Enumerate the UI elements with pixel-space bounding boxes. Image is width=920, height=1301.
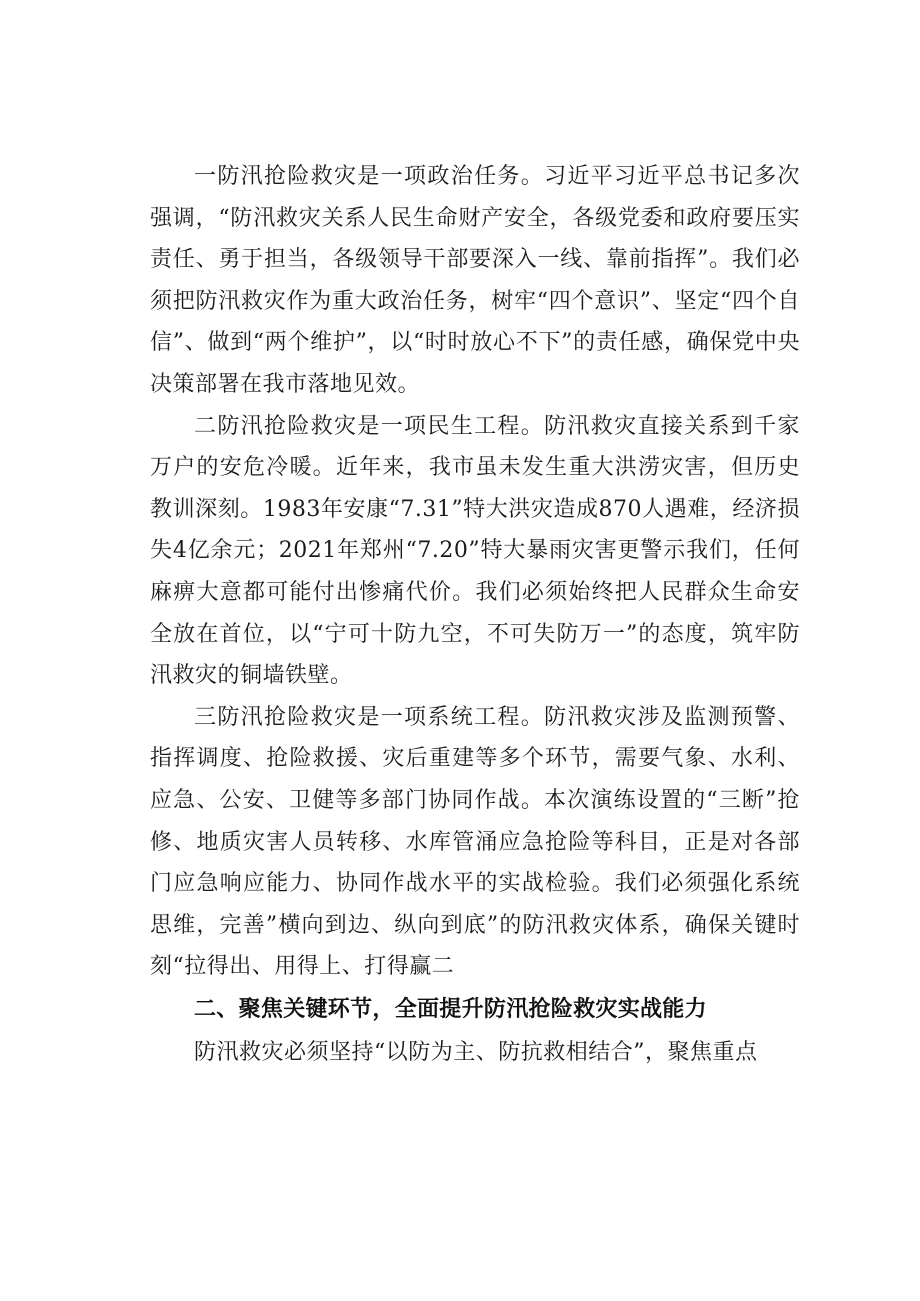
paragraph-system-project: 三防汛抢险救灾是一项系统工程。防汛救灾涉及监测预警、指挥调度、抢险救援、灾后重建等多个环节，需要气象、水利、应急、公安、卫健等多部门协同作战。本次演练设置的“三断”抢修、地质灾害人员转移、水库管涌应急抢险等科目，正是对各部门应急响应能力、协同作战水平的实战检验。我们必须强化系统思维，完善”横向到边、纵向到底”的防汛救灾体系，确保关键时刻“拉得出、用得上、打得赢二: [150, 704, 800, 980]
paragraph-political-task: 一防汛抢险救灾是一项政治任务。习近平习近平总书记多次强调，“防汛救灾关系人民生命财产安全，各级党委和政府要压实责任、勇于担当，各级领导干部要深入一线、靠前指挥”。我们必须把防汛救灾作为重大政治任务，树牢“四个意识”、坚定“四个自信”、做到“两个维护”，以“时时放心不下”的责任感，确保党中央决策部署在我市落地见效。: [150, 164, 800, 397]
section-heading: 二、聚焦关键环节，全面提升防汛抢险救灾实战能力: [194, 996, 707, 1022]
paragraph-livelihood-project: 二防汛抢险救灾是一项民生工程。防汛救灾直接关系到千家万户的安危冷暖。近年来，我市虽未发生重大洪涝灾害，但历史教训深刻。1983年安康“7.31”特大洪灾造成870人遇难，经济损失4亿余元；2021年郑州“7.20”特大暴雨灾害更警示我们，任何麻痹大意都可能付出惨痛代价。我们必须始终把人民群众生命安全放在首位，以“宁可十防九空，不可失防万一”的态度，筑牢防汛救灾的铜墙铁壁。: [150, 413, 800, 689]
document-body: [150, 156, 800, 1073]
paragraph-prevention-first: 防汛救灾必须坚持“以防为主、防抗救相结合”，聚焦重点: [194, 1039, 758, 1065]
